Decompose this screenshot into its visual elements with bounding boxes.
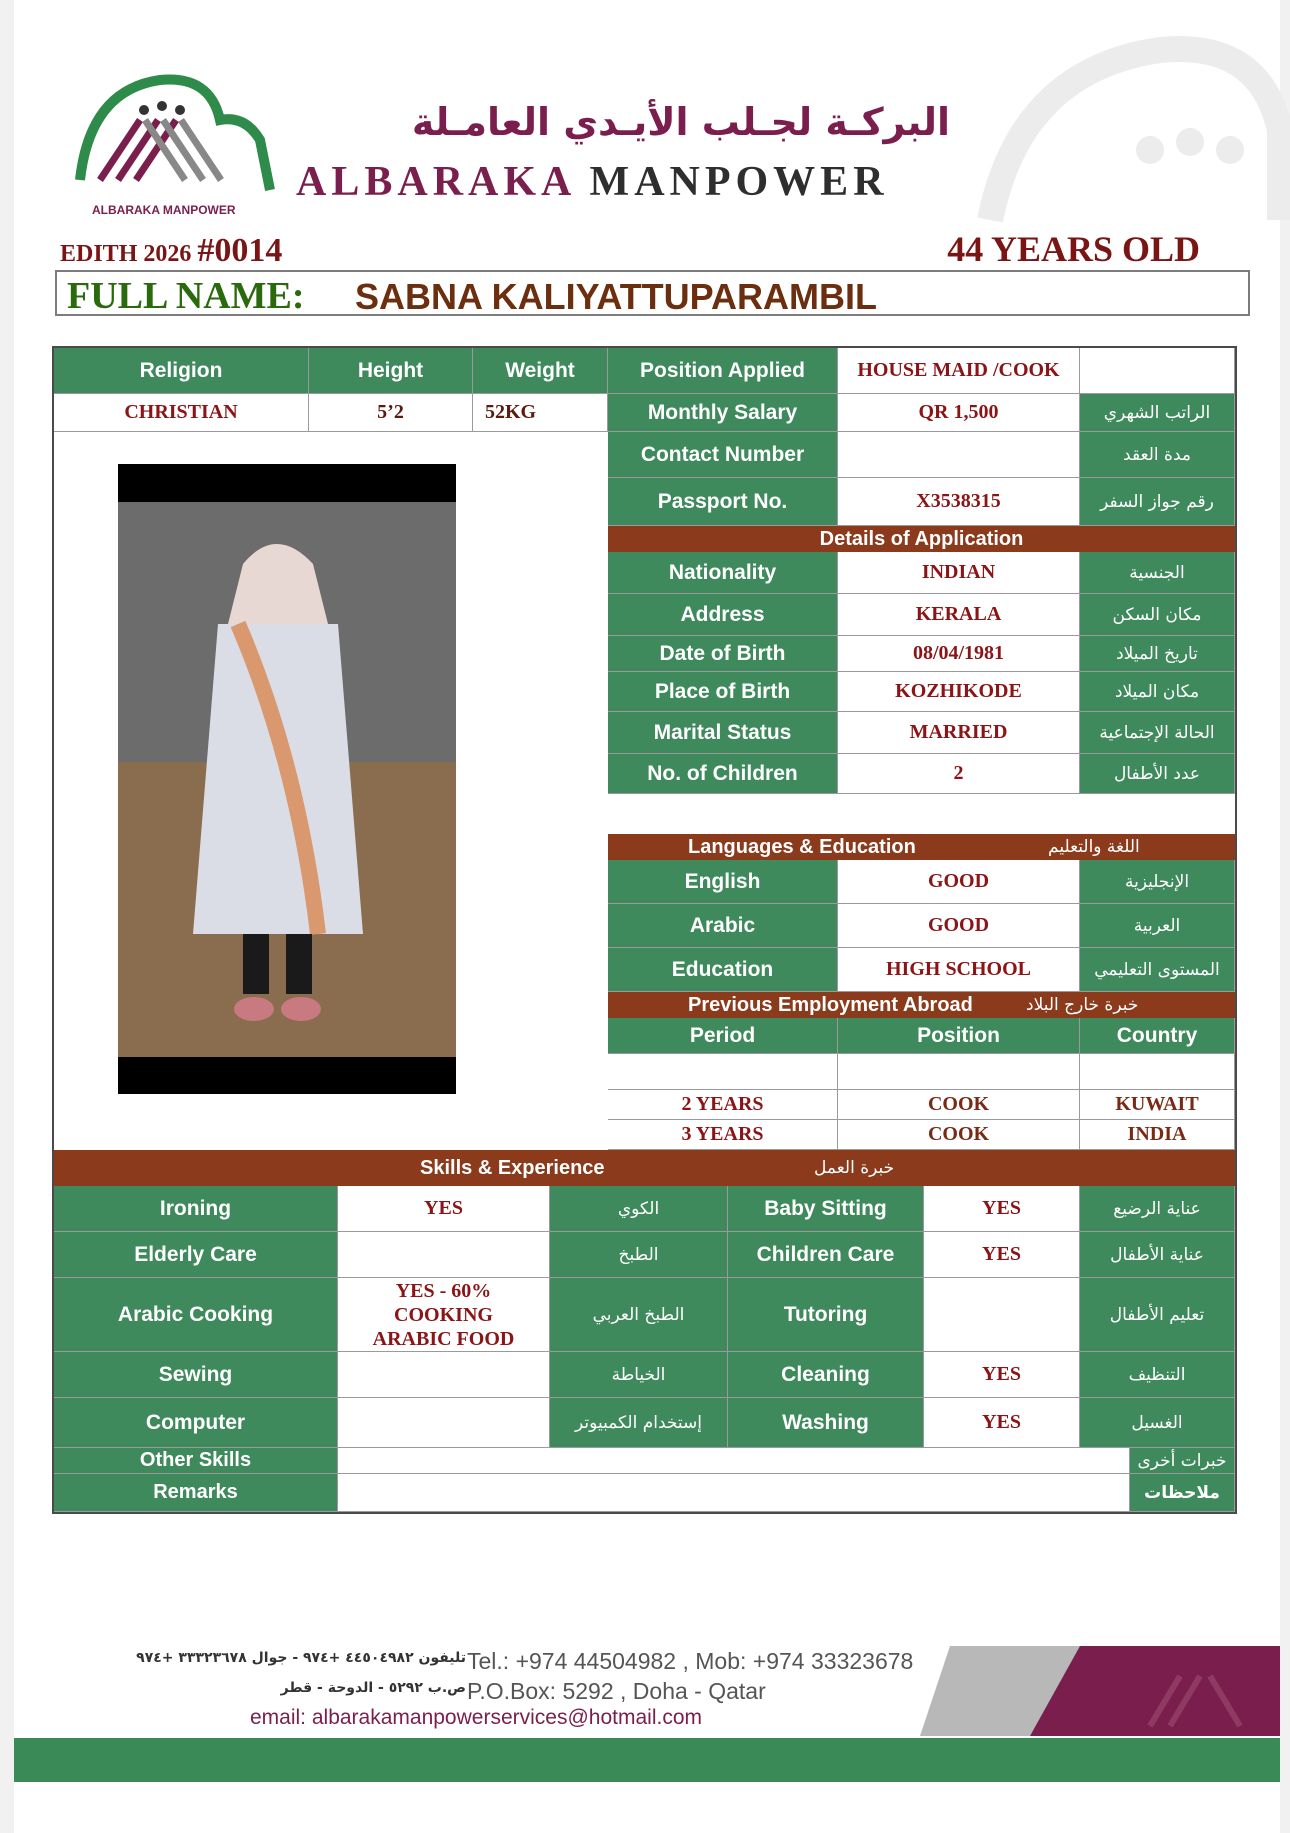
english-company-title: [296, 158, 889, 206]
skill-arabic-label: الطبخ العربي: [550, 1278, 728, 1352]
country-header: Country: [1080, 1018, 1235, 1054]
religion-value: CHRISTIAN: [54, 394, 309, 432]
application-field-value: KOZHIKODE: [838, 672, 1080, 712]
other-skills-value: [338, 1448, 1130, 1474]
passport-label: Passport No.: [608, 478, 838, 526]
skill-label: Ironing: [54, 1186, 338, 1232]
application-field-value: MARRIED: [838, 712, 1080, 754]
edition-number: [60, 232, 282, 270]
skill-value-line: ARABIC FOOD: [372, 1327, 515, 1350]
languages-band-arabic: اللغة والتعليم: [1048, 837, 1140, 857]
application-field-label: Marital Status: [608, 712, 838, 754]
skill-value: [338, 1352, 550, 1398]
application-field-value: 2: [838, 754, 1080, 794]
skill-value-line: COOKING: [394, 1303, 493, 1326]
skill-value: [338, 1398, 550, 1448]
logo-caption: ALBARAKA MANPOWER: [92, 203, 236, 217]
skill-label: Sewing: [54, 1352, 338, 1398]
employment-band-arabic: خبرة خارج البلاد: [1026, 995, 1139, 1015]
skill-label: Tutoring: [728, 1278, 924, 1352]
salary-arabic-label: الراتب الشهري: [1080, 394, 1235, 432]
skill-label: Computer: [54, 1398, 338, 1448]
remarks-arabic-label: ملاحظات: [1130, 1474, 1235, 1512]
cv-number: #0014: [197, 232, 283, 269]
position-label: Position Applied: [608, 348, 838, 394]
application-field-label: Place of Birth: [608, 672, 838, 712]
skill-label: Elderly Care: [54, 1232, 338, 1278]
skill-label: Arabic Cooking: [54, 1278, 338, 1352]
position-blank: [1080, 348, 1235, 394]
language-field-arabic-label: العربية: [1080, 904, 1235, 948]
application-field-arabic-label: مكان الميلاد: [1080, 672, 1235, 712]
arabic-company-title: البركـة لجـلب الأيـدي العامـلة: [411, 100, 950, 144]
skill-arabic-label: الغسيل: [1080, 1398, 1235, 1448]
passport-value: X3538315: [838, 478, 1080, 526]
remarks-value: [338, 1474, 1130, 1512]
language-field-value: HIGH SCHOOL: [838, 948, 1080, 992]
application-field-label: Address: [608, 594, 838, 636]
employment-period: 3 YEARS: [608, 1120, 838, 1150]
application-field-value: 08/04/1981: [838, 636, 1080, 672]
application-field-label: Nationality: [608, 552, 838, 594]
application-field-label: Date of Birth: [608, 636, 838, 672]
skill-label: Children Care: [728, 1232, 924, 1278]
skill-value: YES: [924, 1398, 1080, 1448]
watermark-logo: [960, 30, 1290, 230]
full-name-box: [55, 270, 1250, 316]
application-field-arabic-label: الجنسية: [1080, 552, 1235, 594]
application-field-value: KERALA: [838, 594, 1080, 636]
language-field-value: GOOD: [838, 860, 1080, 904]
skill-arabic-label: عناية الرضيع: [1080, 1186, 1235, 1232]
application-field-arabic-label: مكان السكن: [1080, 594, 1235, 636]
passport-arabic-label: رقم جواز السفر: [1080, 478, 1235, 526]
contact-arabic-label: مدة العقد: [1080, 432, 1235, 478]
weight-value: 52KG: [473, 394, 608, 432]
employment-position: COOK: [838, 1090, 1080, 1120]
employment-blank-cell: [608, 1054, 838, 1090]
language-field-label: English: [608, 860, 838, 904]
weight-label: Weight: [473, 348, 608, 394]
skill-arabic-label: تعليم الأطفال: [1080, 1278, 1235, 1352]
skill-label: Washing: [728, 1398, 924, 1448]
footer-decoration: [920, 1646, 1280, 1736]
contact-value: [838, 432, 1080, 478]
skill-value: YES: [924, 1186, 1080, 1232]
employment-band-title: Previous Employment Abroad: [688, 993, 973, 1016]
position-header: Position: [838, 1018, 1080, 1054]
employment-blank-cell: [838, 1054, 1080, 1090]
application-field-arabic-label: عدد الأطفال: [1080, 754, 1235, 794]
edition-label: EDITH 2026: [60, 241, 192, 267]
skill-arabic-label: التنظيف: [1080, 1352, 1235, 1398]
religion-label: Religion: [54, 348, 309, 394]
skill-arabic-label: الكوي: [550, 1186, 728, 1232]
employment-blank-cell: [1080, 1054, 1235, 1090]
skill-value-line: YES - 60%: [395, 1279, 492, 1302]
salary-label: Monthly Salary: [608, 394, 838, 432]
footer-email[interactable]: email: albarakamanpowerservices@hotmail.com: [250, 1706, 702, 1729]
position-value: HOUSE MAID /COOK: [838, 348, 1080, 394]
skill-value: [338, 1232, 550, 1278]
skill-value: [338, 1278, 550, 1352]
skills-band-arabic: خبرة العمل: [814, 1158, 895, 1178]
skill-arabic-label: الطبخ: [550, 1232, 728, 1278]
skill-label: Baby Sitting: [728, 1186, 924, 1232]
full-name-label: FULL NAME:: [67, 275, 305, 317]
application-field-label: No. of Children: [608, 754, 838, 794]
skill-value: YES: [338, 1186, 550, 1232]
application-field-value: INDIAN: [838, 552, 1080, 594]
skill-value: YES: [924, 1352, 1080, 1398]
footer-address: P.O.Box: 5292 , Doha - Qatar: [467, 1678, 766, 1704]
skill-label: Cleaning: [728, 1352, 924, 1398]
other-skills-arabic-label: خبرات أخرى: [1130, 1448, 1235, 1474]
footer-band: [14, 1738, 1280, 1782]
skills-band: [54, 1150, 1235, 1186]
language-field-label: Arabic: [608, 904, 838, 948]
applicant-photo: [118, 464, 456, 1094]
albaraka-logo: [70, 60, 280, 220]
skill-arabic-label: الخياطة: [550, 1352, 728, 1398]
period-header: Period: [608, 1018, 838, 1054]
skill-value: YES: [924, 1232, 1080, 1278]
skill-arabic-label: عناية الأطفال: [1080, 1232, 1235, 1278]
language-field-arabic-label: الإنجليزية: [1080, 860, 1235, 904]
age: 44 YEARS OLD: [947, 229, 1200, 269]
full-name-value: SABNA KALIYATTUPARAMBIL: [355, 276, 877, 317]
footer-phone: Tel.: +974 44504982 , Mob: +974 33323678: [467, 1648, 914, 1674]
language-field-label: Education: [608, 948, 838, 992]
language-field-arabic-label: المستوى التعليمي: [1080, 948, 1235, 992]
footer-arabic-address: ص.ب ٥٢٩٢ - الدوحة - قطر: [280, 1680, 466, 1696]
employment-period: 2 YEARS: [608, 1090, 838, 1120]
languages-band: [608, 834, 1235, 860]
skill-arabic-label: إستخدام الكمبيوتر: [550, 1398, 728, 1448]
height-value: 5’2: [309, 394, 473, 432]
employment-band: [608, 992, 1235, 1018]
employment-position: COOK: [838, 1120, 1080, 1150]
remarks-label: Remarks: [54, 1474, 338, 1512]
height-label: Height: [309, 348, 473, 394]
application-band: Details of Application: [608, 526, 1235, 552]
language-field-value: GOOD: [838, 904, 1080, 948]
skills-band-title: Skills & Experience: [420, 1156, 605, 1179]
application-field-arabic-label: الحالة الإجتماعية: [1080, 712, 1235, 754]
languages-band-title: Languages & Education: [688, 835, 916, 858]
title-accent: ALBARAKA: [296, 159, 575, 205]
employment-country: KUWAIT: [1080, 1090, 1235, 1120]
footer-arabic-phone: تليفون ٤٤٥٠٤٩٨٢ +٩٧٤ - جوال ٣٣٣٢٣٦٧٨ +٩٧٤: [136, 1650, 466, 1666]
employment-country: INDIA: [1080, 1120, 1235, 1150]
contact-label: Contact Number: [608, 432, 838, 478]
application-field-arabic-label: تاريخ الميلاد: [1080, 636, 1235, 672]
title-rest: MANPOWER: [589, 159, 889, 205]
salary-value: QR 1,500: [838, 394, 1080, 432]
cv-table: [52, 346, 1237, 1514]
other-skills-label: Other Skills: [54, 1448, 338, 1474]
skill-value: [924, 1278, 1080, 1352]
